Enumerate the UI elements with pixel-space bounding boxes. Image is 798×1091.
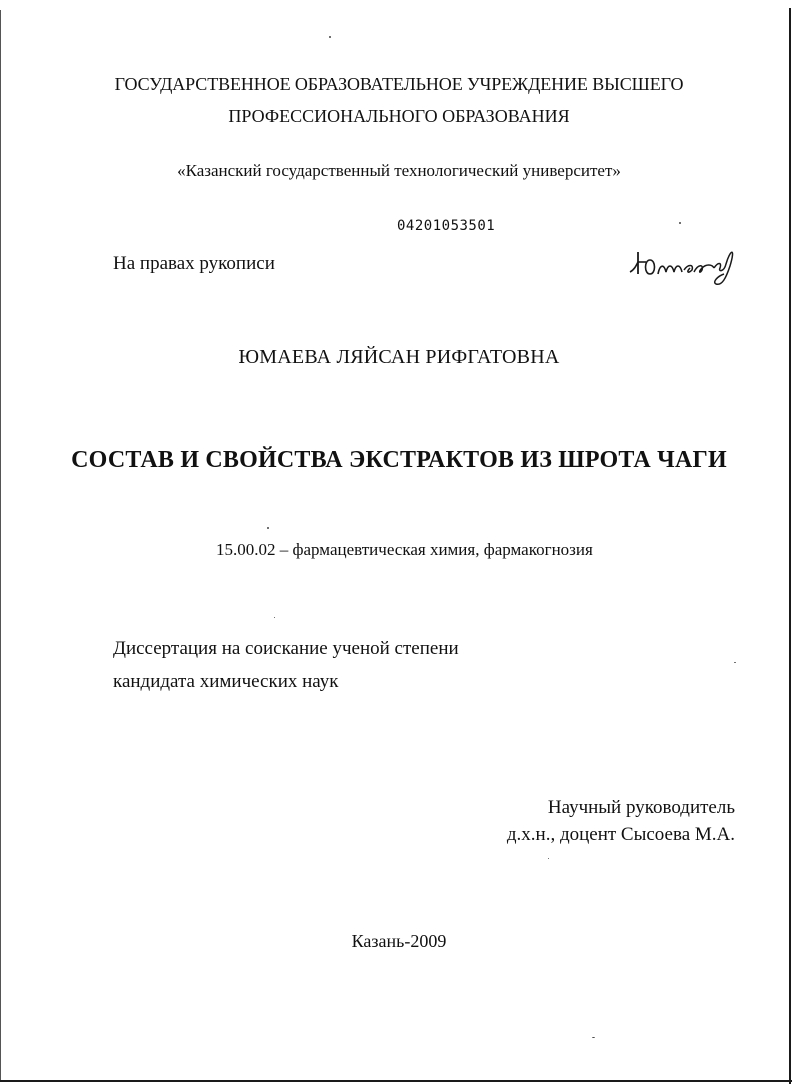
institution-line-2: ПРОФЕССИОНАЛЬНОГО ОБРАЗОВАНИЯ	[228, 106, 570, 126]
page-border-bottom	[0, 1080, 792, 1082]
specialty-code: 15.00.02 – фармацевтическая химия, фармакогнозия	[216, 540, 593, 559]
scan-speck	[267, 527, 269, 529]
stamp-code: 04201053501	[397, 218, 496, 234]
supervisor-role: Научный руководитель	[547, 797, 735, 818]
university-name: «Казанский государственный технологический университет»	[177, 161, 621, 180]
scan-speck	[734, 662, 736, 663]
rights-note: На правах рукописи	[113, 253, 275, 274]
city-year: Казань-2009	[351, 931, 447, 951]
scan-speck	[548, 858, 549, 859]
supervisor-name: д.х.н., доцент Сысоева М.А.	[506, 824, 735, 845]
scan-speck	[679, 222, 681, 224]
degree-line-1: Диссертация на соискание ученой степени	[113, 638, 459, 659]
institution-line-1: ГОСУДАРСТВЕННОЕ ОБРАЗОВАТЕЛЬНОЕ УЧРЕЖДЕНИЕ ВЫСШЕГО	[114, 74, 684, 94]
dissertation-title: СОСТАВ И СВОЙСТВА ЭКСТРАКТОВ ИЗ ШРОТА ЧАГИ	[71, 447, 727, 473]
scan-speck	[274, 617, 275, 618]
author-name: ЮМАЕВА ЛЯЙСАН РИФГАТОВНА	[238, 346, 560, 368]
scan-speck	[592, 1037, 595, 1038]
scan-speck	[329, 36, 331, 38]
degree-line-2: кандидата химических наук	[113, 671, 339, 692]
signature-image	[626, 238, 742, 288]
